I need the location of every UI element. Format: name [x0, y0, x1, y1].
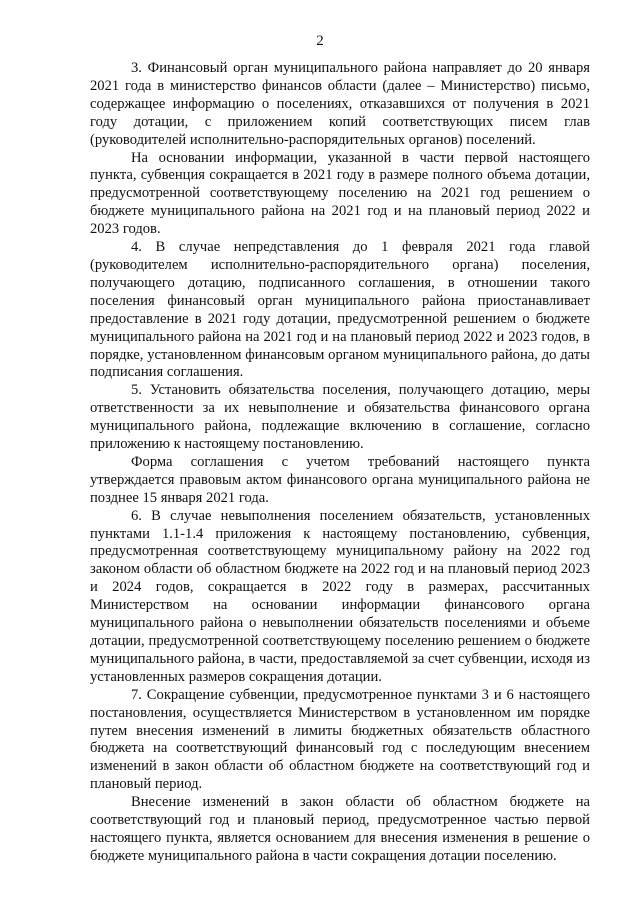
paragraph-4-suspension: 4. В случае непредставления до 1 февраля 2021 года главой (руководителем исполнительно-распорядительного органа) поселения, получающего дотацию, подписанного соглашения, в отношении такого поселения финансовый орган муниципального района приостанавливает предоставление в 2021 году дотации, предусмотренной решением о бюджете муниципального района на 2021 год и на плановый период 2022 и 2023 годов, в порядке, установленном финансовым органом муниципального района, до даты подписания соглашения.: [90, 239, 590, 381]
paragraph-3-report-deadline: 3. Финансовый орган муниципального района направляет до 20 января 2021 года в министерство финансов области (далее – Министерство) письмо, содержащее информацию о поселениях, отказавшихся от получения в 2021 году дотации, с приложением копий соответствующих писем глав (руководителей исполнительно-распорядительных органов) поселений.: [90, 60, 590, 148]
document-body: [90, 60, 590, 866]
paragraph-5-obligations: 5. Установить обязательства поселения, получающего дотацию, меры ответственности за их невыполнение и обязательства финансового органа муниципального района, подлежащие включению в соглашение, согласно приложению к настоящему постановлению.: [90, 382, 590, 453]
paragraph-6-non-fulfillment: 6. В случае невыполнения поселением обязательств, установленных пунктами 1.1-1.4 приложения к настоящему постановлению, субвенция, предусмотренная соответствующему муниципальному району на 2022 год законом области об областном бюджете на 2022 год и на плановый период 2023 и 2024 годов, сокращается в 2022 году в размерах, рассчитанных Министерством на основании информации финансового органа муниципального района о невыполнении обязательств поселениями и объеме дотации, предусмотренной соответствующему поселению решением о бюджете муниципального района, в части, предоставляемой за счет субвенции, исходя из установленных размеров сокращения дотации.: [90, 507, 590, 685]
paragraph-5-agreement-form: Форма соглашения с учетом требований настоящего пункта утверждается правовым актом финансового органа муниципального района не позднее 15 января 2021 года.: [90, 453, 590, 506]
paragraph-3-subvention-reduction: На основании информации, указанной в части первой настоящего пункта, субвенция сокращается в 2021 году в размере полного объема дотации, предусмотренной соответствующему поселению на 2021 год решением о бюджете муниципального района на 2021 год и на плановый период 2022 и 2023 годов.: [90, 149, 590, 238]
paragraph-7-reduction-procedure: 7. Сокращение субвенции, предусмотренное пунктами 3 и 6 настоящего постановления, осуществляется Министерством в установленном им порядке путем внесения изменений в лимиты бюджетных обязательств областного бюджета на соответствующий финансовый год с последующим внесением изменений в закон области об областном бюджете на соответствующий год и плановый период.: [90, 686, 590, 793]
page-number: 2: [316, 33, 324, 49]
paragraph-7-budget-amendment: Внесение изменений в закон области об областном бюджете на соответствующий год и плановый период, предусмотренное частью первой настоящего пункта, является основанием для внесения изменения в решение о бюджете муниципального района в части сокращения дотации поселению.: [90, 794, 590, 864]
